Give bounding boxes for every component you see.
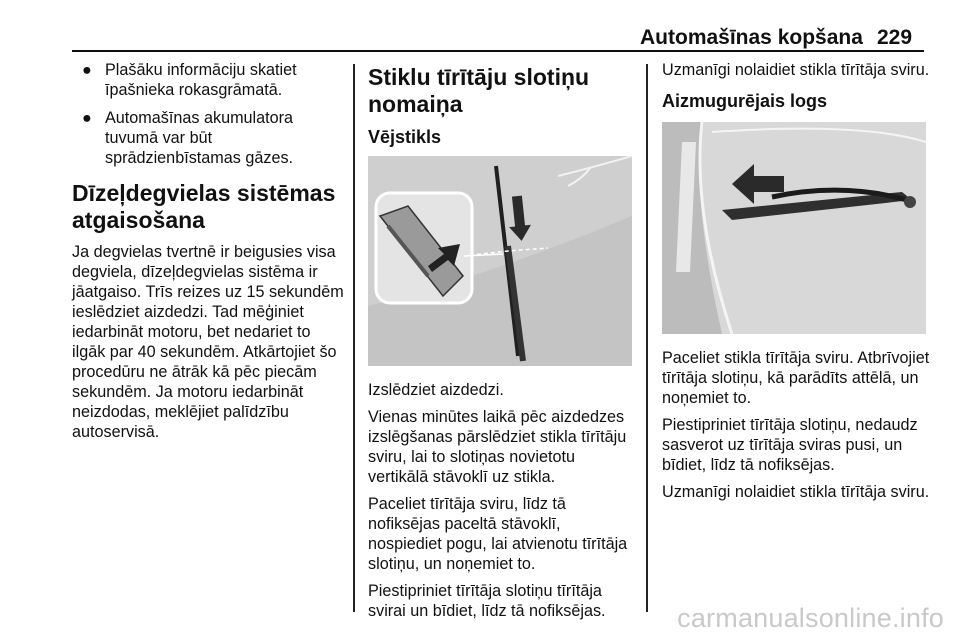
list-item xyxy=(72,108,344,168)
paragraph-rear-3: Uzmanīgi nolaidiet stikla tīrītāja sviru. xyxy=(662,483,930,501)
column-left xyxy=(72,60,344,449)
windscreen-wiper-illustration xyxy=(368,156,632,366)
paragraph-rear-1: Paceliet stikla tīrītāja sviru. Atbrīvojiet tīrītāja slotiņu, kā parādīts attēlā, un noņemiet to. xyxy=(662,349,930,407)
list-item xyxy=(72,60,344,100)
windscreen-wiper-figure xyxy=(368,156,632,366)
column-divider-2 xyxy=(646,64,648,612)
bullet-text: Plašāku informāciju skatiet īpašnieka rokasgrāmatā. xyxy=(105,61,297,99)
rear-wiper-illustration xyxy=(662,122,926,334)
column-right xyxy=(662,60,930,509)
section-heading-diesel: Dīzeļdegvielas sistēmas atgaisošana xyxy=(72,180,336,233)
rear-wiper-figure xyxy=(662,122,926,334)
page-number: 229 xyxy=(877,26,913,49)
paragraph-diesel: Ja degvielas tvertnē ir beigusies visa degviela, dīzeļdegvielas sistēma ir jāatgaiso. Trīs reizes uz 15 sekundēm ieslēdziet aizdedzi. Tad mēģiniet iedarbināt motoru, bet nedariet to ilgāk par 40 sekundēm. Atkārtojiet šo procedūru ne ātrāk kā pēc piecām sekundēm. Ja motoru iedarbināt neizdodas, meklējiet palīdzību autoservisā. xyxy=(72,243,344,441)
column-divider-1 xyxy=(353,64,355,612)
subheading-rear-window: Aizmugurējais logs xyxy=(662,91,828,111)
header-rule xyxy=(72,50,924,52)
bullet-text: Automašīnas akumulatora tuvumā var būt sprādzienbīstamas gāzes. xyxy=(105,109,294,167)
paragraph-wiper-2: Vienas minūtes laikā pēc aizdedzes izslēgšanas pārslēdziet stikla tīrītāju sviru, lai to slotiņas novietotu vertikālā stāvoklī uz stikla. xyxy=(368,408,627,486)
header-title: Automašīnas kopšana xyxy=(640,26,863,49)
paragraph-rear-2: Piestipriniet tīrītāja slotiņu, nedaudz sasverot uz tīrītāja sviras pusi, un bīdiet, līdz tā nofiksējas. xyxy=(662,416,918,474)
bullet-dot-icon: ● xyxy=(82,61,92,79)
subheading-windscreen: Vējstikls xyxy=(368,127,442,147)
paragraph-wiper-3: Paceliet tīrītāja sviru, līdz tā nofiksējas paceltā stāvoklī, nospiediet pogu, lai atvienotu tīrītāja slotiņu, un noņemiet to. xyxy=(368,495,628,573)
bullet-dot-icon: ● xyxy=(82,109,92,127)
paragraph-lower-arm: Uzmanīgi nolaidiet stikla tīrītāja sviru. xyxy=(662,61,930,79)
watermark: carmanualsonline.info xyxy=(677,603,944,633)
column-middle xyxy=(368,60,634,628)
paragraph-wiper-4: Piestipriniet tīrītāja slotiņu tīrītāja svirai un bīdiet, līdz tā nofiksējas. xyxy=(368,582,606,620)
section-heading-wiper: Stiklu tīrītāju slotiņu nomaiņa xyxy=(368,64,590,117)
paragraph-wiper-1: Izslēdziet aizdedzi. xyxy=(368,381,504,399)
bullet-list xyxy=(72,60,344,168)
